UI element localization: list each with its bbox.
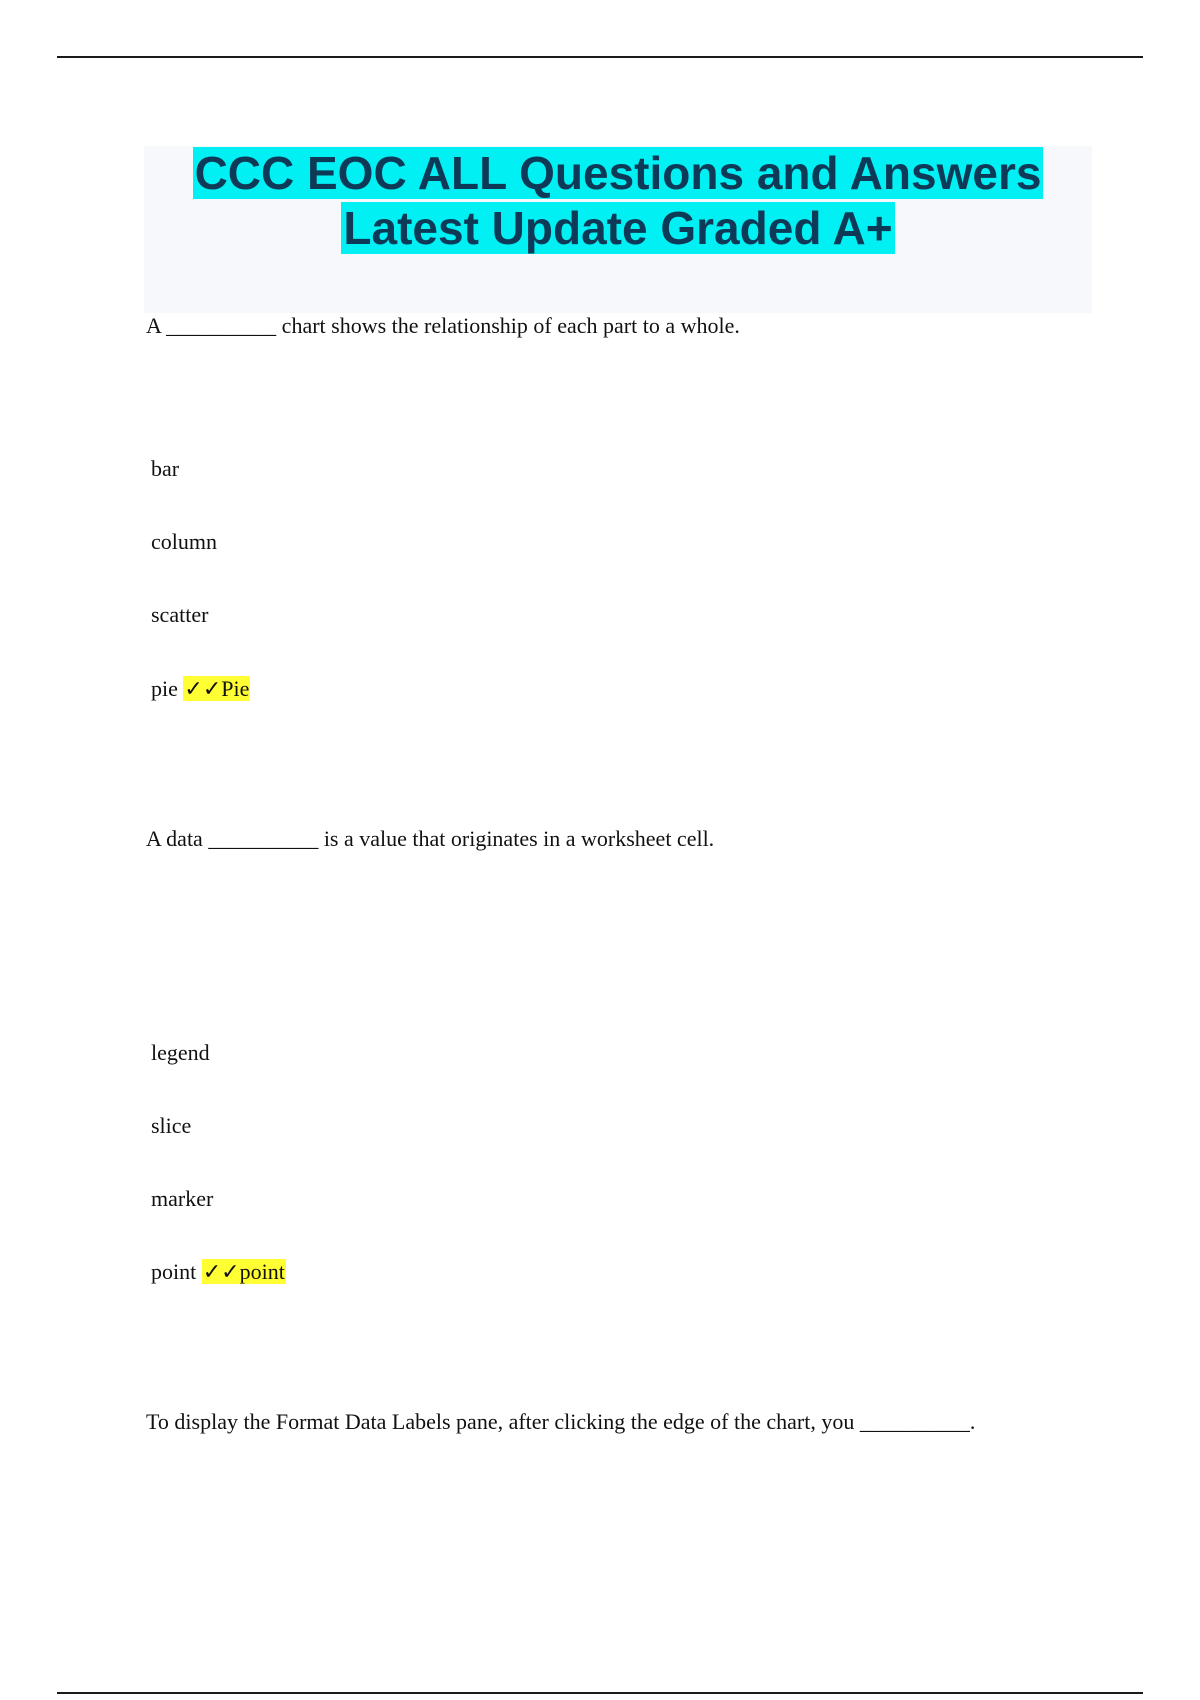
question-1-option-1: bar: [151, 456, 180, 481]
document-title-line-1: CCC EOC ALL Questions and Answers: [194, 147, 1042, 199]
question-2-answer-highlight: ✓✓point: [202, 1259, 285, 1284]
document-title: [144, 146, 1092, 256]
question-2-option-1: legend: [151, 1040, 210, 1065]
question-1-option-4-label: pie: [151, 676, 178, 701]
footer-rule: [57, 1692, 1143, 1694]
question-2-option-4: [151, 1258, 286, 1286]
question-1-option-4: [151, 675, 250, 703]
question-3-text: To display the Format Data Labels pane, after clicking the edge of the chart, you __________.: [146, 1409, 976, 1434]
question-2-option-4-label: point: [151, 1259, 197, 1284]
question-1-option-3: scatter: [151, 602, 209, 627]
question-2-text: A data __________ is a value that originates in a worksheet cell.: [146, 826, 715, 851]
question-2-option-3: marker: [151, 1186, 214, 1211]
question-1-text: A __________ chart shows the relationship of each part to a whole.: [146, 313, 740, 338]
question-2-option-2: slice: [151, 1113, 192, 1138]
question-1-option-2: column: [151, 529, 217, 554]
question-1-answer-highlight: ✓✓Pie: [184, 676, 250, 701]
header-rule: [57, 56, 1143, 58]
document-title-line-2: Latest Update Graded A+: [343, 202, 893, 254]
